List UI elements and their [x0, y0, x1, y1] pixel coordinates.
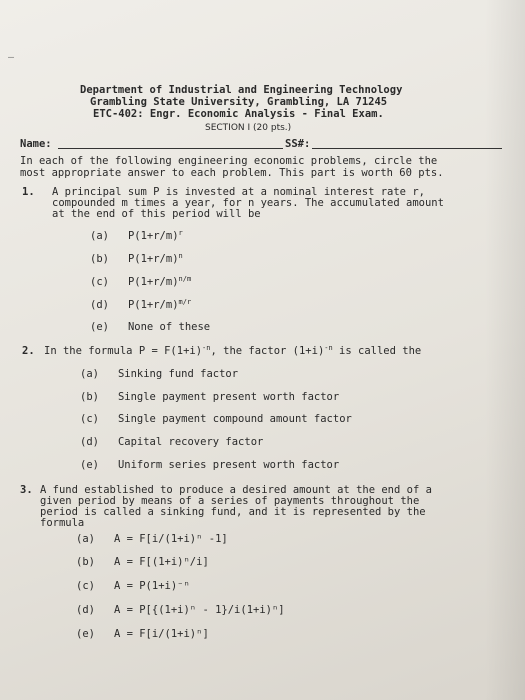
- q3-option-b-text: A = F[(1+i)ⁿ/i]: [113, 556, 209, 568]
- q1-option-c[interactable]: [90, 276, 191, 289]
- q1-line-2: compounded m times a year, for n years. The accumulated amount: [52, 197, 444, 209]
- q2-option-a[interactable]: [80, 368, 238, 380]
- q2-stem: [44, 345, 421, 358]
- q3-option-a[interactable]: [76, 533, 228, 545]
- page-shadow: [485, 0, 525, 700]
- q3-line-1: A fund established to produce a desired amount at the end of a: [40, 484, 432, 496]
- q1-option-e-letter: (e): [90, 321, 109, 333]
- q2-option-b[interactable]: [80, 391, 339, 403]
- q3-option-a-text: A = F[i/(1+i)ⁿ -1]: [113, 533, 228, 545]
- header-course: ETC-402: Engr. Economic Analysis - Final Exam.: [93, 108, 384, 120]
- q2-option-d[interactable]: [80, 436, 263, 448]
- q1-option-b[interactable]: [90, 253, 183, 266]
- q1-option-c-exponent: n/m: [178, 275, 192, 283]
- q1-option-b-exponent: n: [178, 252, 183, 260]
- q3-option-c[interactable]: [76, 580, 190, 592]
- name-field-line[interactable]: [58, 148, 283, 149]
- q3-line-4: formula: [40, 517, 85, 529]
- q2-stem-exponent-2: -n: [324, 344, 333, 352]
- q2-option-e-text: Uniform series present worth factor: [117, 459, 340, 471]
- q2-option-c[interactable]: [80, 413, 352, 425]
- pen-mark: —: [8, 52, 15, 63]
- q2-option-b-letter: (b): [80, 391, 99, 403]
- q1-number: 1.: [22, 186, 35, 198]
- q2-option-e-letter: (e): [80, 459, 99, 471]
- header-department: Department of Industrial and Engineering Technology: [80, 84, 403, 96]
- q3-option-e-text: A = F[i/(1+i)ⁿ]: [113, 628, 209, 640]
- q2-option-a-letter: (a): [80, 368, 99, 380]
- q1-option-a[interactable]: [90, 230, 183, 243]
- q2-option-c-text: Single payment compound amount factor: [117, 413, 352, 425]
- ss-label: SS#:: [285, 138, 311, 150]
- q3-option-c-text: A = P(1+i)⁻ⁿ: [113, 580, 190, 592]
- q1-line-1: A principal sum P is invested at a nominal interest rate r,: [52, 186, 425, 198]
- header-university: Grambling State University, Grambling, LA 71245: [90, 96, 388, 108]
- q2-stem-exponent-1: -n: [202, 344, 211, 352]
- q3-option-b[interactable]: [76, 556, 209, 568]
- q3-option-a-letter: (a): [76, 533, 95, 545]
- q2-option-d-letter: (d): [80, 436, 99, 448]
- q1-option-d-letter: (d): [90, 299, 109, 311]
- q1-option-c-text: P(1+r/m): [127, 276, 179, 288]
- q1-option-a-text: P(1+r/m): [127, 230, 179, 242]
- q1-option-a-letter: (a): [90, 230, 109, 242]
- instructions-line-2: most appropriate answer to each problem. This part is worth 60 pts.: [20, 167, 444, 179]
- q1-option-e-text: None of these: [127, 321, 211, 333]
- name-label: Name:: [20, 138, 52, 150]
- q1-option-e[interactable]: [90, 321, 210, 333]
- q2-option-c-letter: (c): [80, 413, 99, 425]
- q3-option-d[interactable]: [76, 604, 285, 616]
- q2-option-e[interactable]: [80, 459, 339, 471]
- q1-line-3: at the end of this period will be: [52, 208, 261, 220]
- q2-stem-part-3: is called the: [332, 345, 422, 357]
- q3-line-3: period is called a sinking fund, and it is represented by the: [40, 506, 426, 518]
- q1-option-b-letter: (b): [90, 253, 109, 265]
- ss-field-line[interactable]: [312, 148, 502, 149]
- q3-option-e-letter: (e): [76, 628, 95, 640]
- q2-option-b-text: Single payment present worth factor: [117, 391, 340, 403]
- q2-stem-part-1: In the formula P = F(1+i): [44, 345, 203, 357]
- q2-number: 2.: [22, 345, 35, 357]
- q1-option-a-exponent: r: [178, 229, 183, 237]
- q3-option-c-letter: (c): [76, 580, 95, 592]
- q3-option-d-text: A = P[{(1+i)ⁿ - 1}/i(1+i)ⁿ]: [113, 604, 285, 616]
- q3-option-b-letter: (b): [76, 556, 95, 568]
- q1-option-d-text: P(1+r/m): [127, 299, 179, 311]
- q1-option-d[interactable]: [90, 299, 191, 312]
- q2-stem-part-2: , the factor (1+i): [210, 345, 325, 357]
- q2-option-d-text: Capital recovery factor: [117, 436, 264, 448]
- q1-option-c-letter: (c): [90, 276, 109, 288]
- q3-option-e[interactable]: [76, 628, 209, 640]
- instructions-line-1: In each of the following engineering economic problems, circle the: [20, 155, 438, 167]
- q3-option-d-letter: (d): [76, 604, 95, 616]
- q3-number: 3.: [20, 484, 33, 496]
- q1-option-d-exponent: m/r: [178, 298, 192, 306]
- q2-option-a-text: Sinking fund factor: [117, 368, 239, 380]
- q3-line-2: given period by means of a series of payments throughout the: [40, 495, 420, 507]
- q1-option-b-text: P(1+r/m): [127, 253, 179, 265]
- header-section: SECTION I (20 pts.): [205, 123, 292, 133]
